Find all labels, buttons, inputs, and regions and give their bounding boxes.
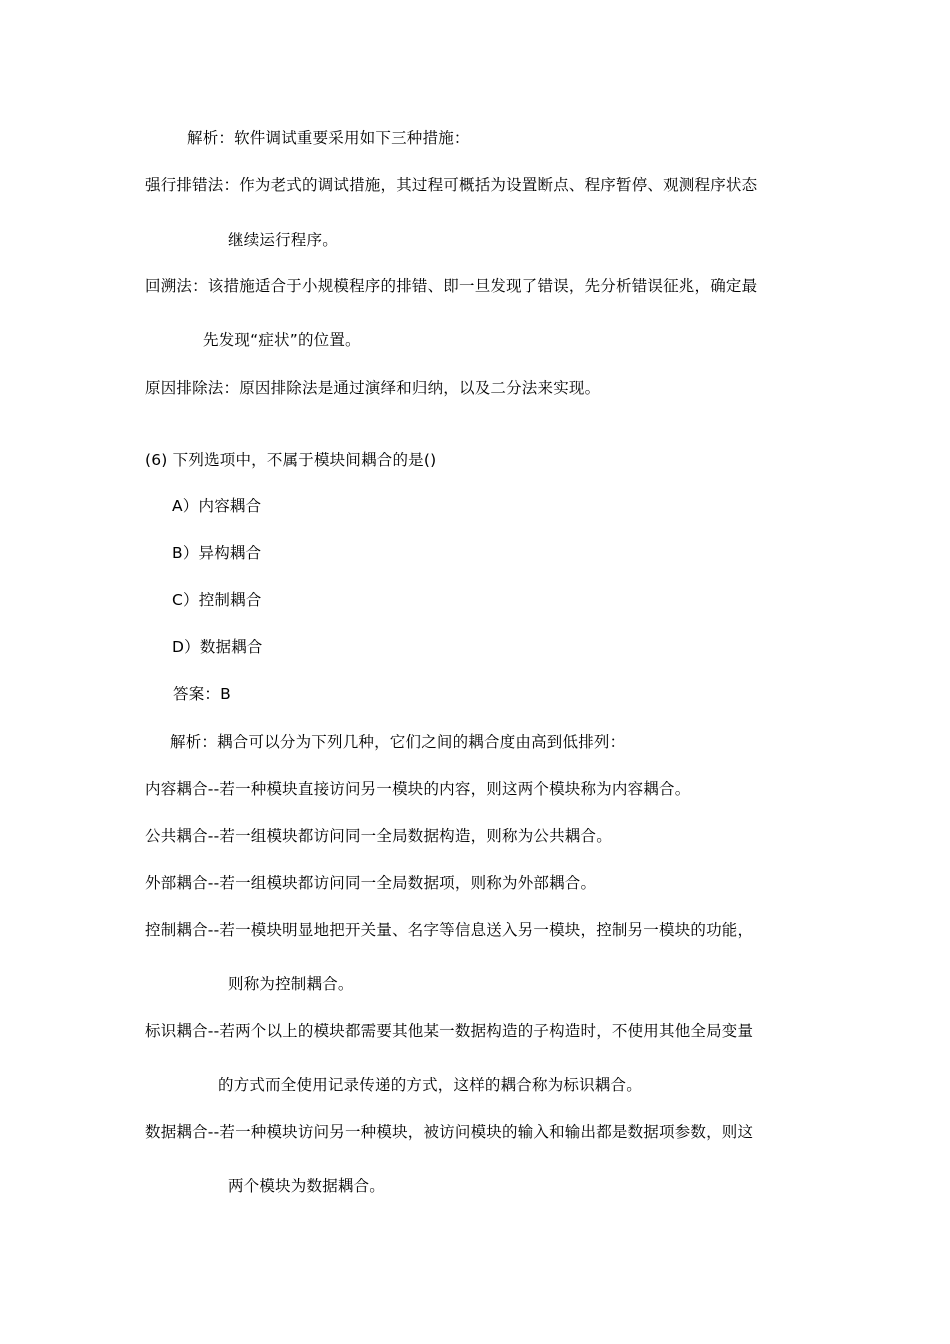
data-coupling-continuation: 两个模块为数据耦合。: [228, 1177, 386, 1195]
stamp-coupling-line: 标识耦合--若两个以上的模块都需要其他某一数据构造的子构造时，不使用其他全局变量: [145, 1022, 754, 1040]
data-coupling-line: 数据耦合--若一种模块访问另一种模块，被访问模块的输入和输出都是数据项参数，则这: [145, 1123, 754, 1141]
option-d: D）数据耦合: [172, 638, 263, 656]
option-b: B）异构耦合: [172, 544, 262, 562]
common-coupling-line: 公共耦合--若一组模块都访问同一全局数据构造，则称为公共耦合。: [145, 827, 612, 845]
cause-elimination-line: 原因排除法：原因排除法是通过演绎和归纳，以及二分法来实现。: [145, 379, 601, 397]
control-coupling-line: 控制耦合--若一模块明显地把开关量、名字等信息送入另一模块，控制另一模块的功能，: [145, 921, 754, 939]
answer-line: 答案：B: [173, 685, 231, 703]
analysis-intro-line: 解析：软件调试重要采用如下三种措施：: [187, 129, 470, 147]
option-c: C）控制耦合: [172, 591, 262, 609]
control-coupling-continuation: 则称为控制耦合。: [228, 975, 354, 993]
forced-debug-line: 强行排错法：作为老式的调试措施，其过程可概括为设置断点、程序暂停、观测程序状态: [145, 176, 758, 194]
backtrack-line: 回溯法：该措施适合于小规模程序的排错、即一旦发现了错误，先分析错误征兆，确定最: [145, 277, 758, 295]
coupling-analysis-intro: 解析：耦合可以分为下列几种，它们之间的耦合度由高到低排列：: [170, 733, 626, 751]
question-text: (6) 下列选项中，不属于模块间耦合的是(): [145, 451, 437, 469]
option-a: A）内容耦合: [172, 497, 262, 515]
forced-debug-continuation: 继续运行程序。: [228, 231, 338, 249]
stamp-coupling-continuation: 的方式而全使用记录传递的方式，这样的耦合称为标识耦合。: [218, 1076, 642, 1094]
content-coupling-line: 内容耦合--若一种模块直接访问另一模块的内容，则这两个模块称为内容耦合。: [145, 780, 691, 798]
external-coupling-line: 外部耦合--若一组模块都访问同一全局数据项，则称为外部耦合。: [145, 874, 597, 892]
backtrack-continuation: 先发现“症状”的位置。: [203, 331, 361, 349]
